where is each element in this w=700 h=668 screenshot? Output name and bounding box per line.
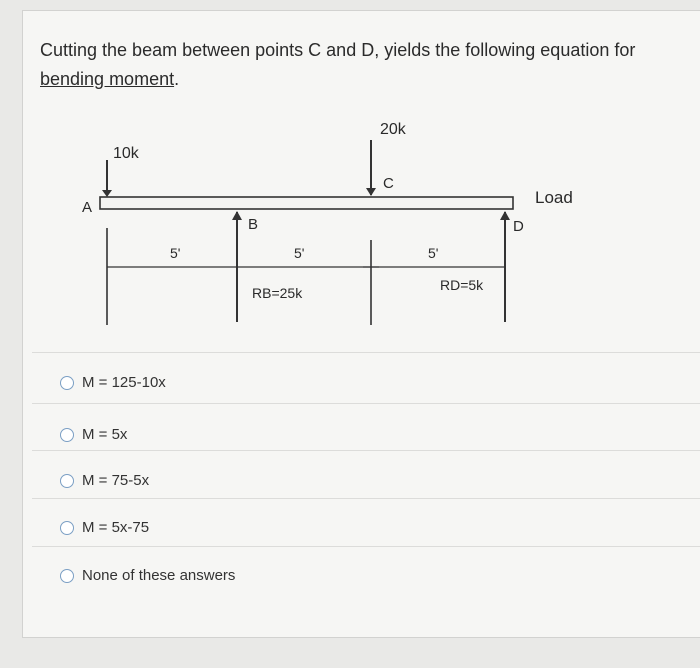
beam: [100, 197, 513, 209]
radio-button[interactable]: [60, 428, 74, 442]
option-4-label: M = 5x-75: [82, 519, 150, 536]
option-5-label: None of these answers: [82, 567, 236, 584]
load-label: Load: [535, 188, 573, 207]
point-d-label: D: [513, 218, 524, 235]
option-2-label: M = 5x: [82, 426, 128, 443]
radio-button[interactable]: [60, 569, 74, 583]
point-b-label: B: [248, 216, 259, 233]
reaction-d-label: RD=5k: [440, 277, 484, 293]
dimension-cd-label: 5': [428, 245, 439, 261]
option-3-label: M = 75-5x: [82, 472, 150, 489]
option-2[interactable]: [60, 426, 127, 443]
separator: [32, 403, 700, 404]
radio-button[interactable]: [60, 521, 74, 535]
radio-button[interactable]: [60, 376, 74, 390]
load-20k-label: 20k: [380, 121, 406, 138]
option-3[interactable]: [60, 472, 149, 489]
option-5[interactable]: [60, 567, 235, 584]
option-1-label: M = 125-10x: [82, 374, 166, 391]
radio-button[interactable]: [60, 474, 74, 488]
question-prefix: Cutting the beam between points C and D, yields the following equation for: [40, 40, 636, 60]
separator: [32, 546, 700, 547]
question-suffix: .: [174, 69, 180, 89]
question-underlined-term: bending moment: [40, 69, 175, 89]
point-c-label: C: [383, 175, 394, 192]
reaction-b-label: RB=25k: [252, 285, 303, 301]
separator: [32, 352, 700, 353]
load-10k-label: 10k: [113, 145, 139, 162]
separator: [32, 498, 700, 499]
option-4[interactable]: [60, 519, 149, 536]
dimension-bc-label: 5': [294, 245, 305, 261]
separator: [32, 450, 700, 451]
point-a-label: A: [82, 199, 93, 216]
dimension-ab-label: 5': [170, 245, 181, 261]
option-1[interactable]: [60, 374, 166, 391]
